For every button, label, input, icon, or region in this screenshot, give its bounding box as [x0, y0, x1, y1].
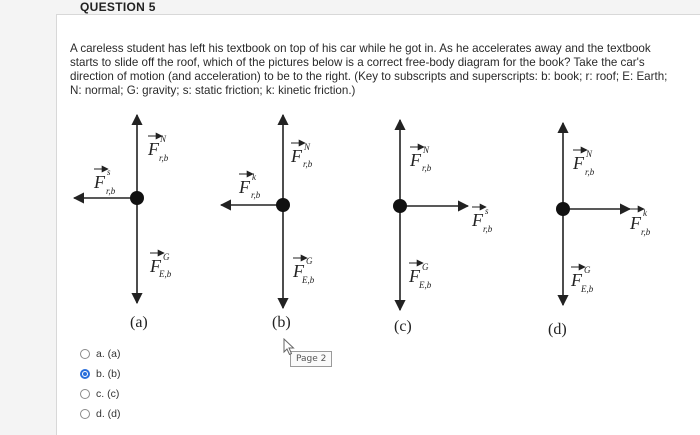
svg-text:G: G	[163, 252, 170, 262]
option-a-label: a. (a)	[96, 348, 121, 360]
diagram-b-book-dot	[276, 198, 290, 212]
svg-text:F: F	[291, 146, 302, 166]
svg-text:s: s	[485, 206, 489, 216]
svg-text:r,b: r,b	[641, 227, 651, 237]
option-b-radio[interactable]	[80, 369, 90, 379]
diagram-a-label-gravity	[149, 252, 172, 279]
diagram-d-label-normal	[572, 149, 595, 177]
svg-text:N: N	[586, 149, 593, 159]
page-number-badge: Page 2	[290, 351, 332, 367]
svg-text:r,b: r,b	[303, 159, 313, 169]
diagram-a-caption: (a)	[130, 314, 148, 331]
diagram-b-label-normal	[290, 142, 313, 169]
svg-text:F: F	[94, 172, 105, 192]
diagram-a-book-dot	[130, 191, 144, 205]
svg-text:F: F	[630, 213, 641, 233]
diagram-b-label-gravity	[292, 256, 315, 285]
svg-text:E,b: E,b	[159, 269, 172, 279]
svg-text:G: G	[584, 265, 591, 275]
svg-text:r,b: r,b	[251, 190, 261, 200]
question-title: QUESTION 5	[80, 0, 156, 14]
free-body-diagrams-svg	[56, 105, 700, 355]
option-b[interactable]	[80, 364, 121, 384]
svg-text:s: s	[107, 167, 111, 177]
free-body-diagrams-figure	[56, 105, 700, 355]
svg-text:r,b: r,b	[106, 186, 116, 196]
option-d-label: d. (d)	[96, 408, 121, 420]
option-c-radio[interactable]	[80, 389, 90, 399]
diagram-d-book-dot	[556, 202, 570, 216]
diagram-d-label-gravity	[570, 265, 594, 294]
diagram-a-label-normal	[147, 134, 169, 163]
diagram-a-label-friction	[93, 167, 116, 196]
option-d-radio[interactable]	[80, 409, 90, 419]
svg-text:F: F	[150, 256, 161, 276]
svg-text:r,b: r,b	[483, 224, 493, 234]
svg-text:F: F	[472, 210, 483, 230]
diagram-d	[548, 123, 651, 338]
diagram-c-book-dot	[393, 199, 407, 213]
question-text: A careless student has left his textbook on top of his car while he got in. As he accelerates away and the textbook starts to slide off the roof, which of the pictures below is a correct free-body diagram for the book? Take the car's direction of motion (and acceleration) to be to the right. (Key to subscripts and superscripts: b: book; r: roof; E: Earth; N: normal; G: gravity; s: static friction; k: kinetic friction.)	[70, 42, 668, 97]
diagram-d-label-friction	[629, 208, 651, 237]
answer-options	[80, 344, 121, 424]
svg-text:k: k	[252, 172, 256, 182]
svg-text:F: F	[571, 270, 582, 290]
svg-text:E,b: E,b	[581, 284, 594, 294]
svg-text:F: F	[239, 177, 250, 197]
svg-text:r,b: r,b	[585, 167, 595, 177]
svg-text:G: G	[306, 256, 313, 266]
svg-text:F: F	[410, 150, 421, 170]
svg-text:k: k	[643, 208, 647, 218]
svg-text:F: F	[409, 266, 420, 286]
mouse-pointer-icon	[283, 338, 297, 356]
diagram-c	[393, 120, 493, 335]
diagram-b-label-friction	[238, 172, 261, 200]
option-a-radio[interactable]	[80, 349, 90, 359]
diagram-b-caption: (b)	[272, 314, 291, 331]
diagram-c-caption: (c)	[394, 318, 412, 335]
diagram-d-caption: (d)	[548, 321, 567, 338]
svg-text:N: N	[304, 142, 311, 152]
svg-text:F: F	[293, 261, 304, 281]
svg-text:F: F	[148, 139, 159, 159]
diagram-c-label-gravity	[408, 262, 432, 290]
option-c-label: c. (c)	[96, 388, 120, 400]
svg-text:N: N	[423, 145, 430, 155]
option-c[interactable]	[80, 384, 121, 404]
svg-text:E,b: E,b	[419, 280, 432, 290]
diagram-c-label-friction	[471, 206, 493, 234]
svg-text:E,b: E,b	[302, 275, 315, 285]
svg-text:r,b: r,b	[159, 153, 169, 163]
diagram-b	[221, 115, 315, 331]
svg-text:F: F	[573, 153, 584, 173]
diagram-c-label-normal	[409, 145, 432, 173]
svg-text:r,b: r,b	[422, 163, 432, 173]
option-b-label: b. (b)	[96, 368, 121, 380]
diagram-a	[74, 115, 172, 331]
option-d[interactable]	[80, 404, 121, 424]
svg-text:N: N	[160, 134, 167, 144]
option-a[interactable]	[80, 344, 121, 364]
svg-text:G: G	[422, 262, 429, 272]
